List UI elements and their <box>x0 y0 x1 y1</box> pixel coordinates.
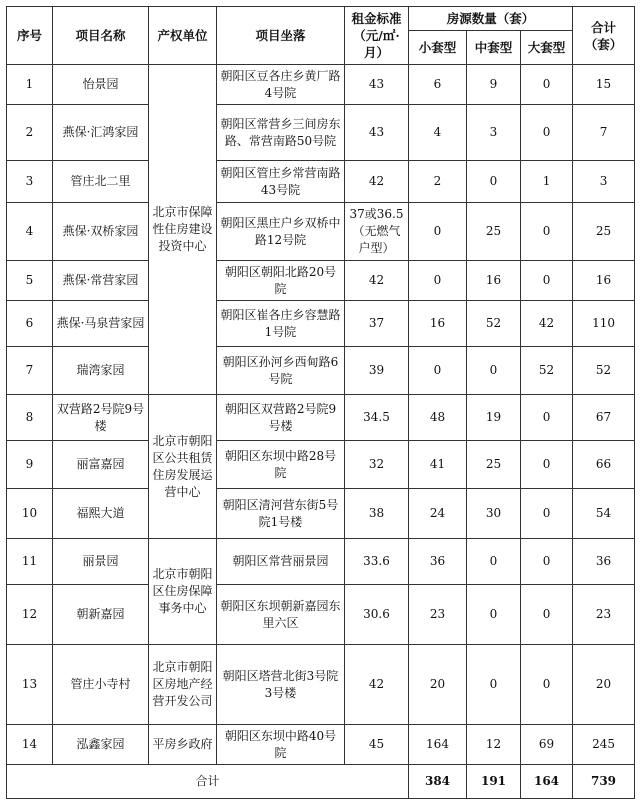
housing-table <box>6 6 635 799</box>
cell-seq: 6 <box>7 301 53 347</box>
cell-name: 丽景园 <box>53 539 149 585</box>
header-count-group: 房源数量（套） <box>409 7 573 31</box>
cell-total: 16 <box>573 261 635 301</box>
cell-small: 36 <box>409 539 467 585</box>
cell-large: 0 <box>521 395 573 441</box>
cell-large: 0 <box>521 261 573 301</box>
cell-seq: 3 <box>7 161 53 203</box>
cell-medium: 0 <box>467 585 521 645</box>
cell-total: 20 <box>573 645 635 725</box>
totals-total: 739 <box>573 765 635 799</box>
cell-total: 3 <box>573 161 635 203</box>
cell-rent: 34.5 <box>345 395 409 441</box>
cell-total: 52 <box>573 347 635 395</box>
cell-name: 燕保·双桥家园 <box>53 203 149 261</box>
cell-location: 朝阳区东坝中路40号院 <box>217 725 345 765</box>
table-row <box>7 539 635 585</box>
cell-small: 4 <box>409 105 467 161</box>
cell-rent: 37或36.5（无燃气户型） <box>345 203 409 261</box>
cell-small: 0 <box>409 347 467 395</box>
cell-owner: 北京市保障性住房建设投资中心 <box>149 65 217 395</box>
header-total: 合计（套） <box>573 7 635 65</box>
cell-large: 0 <box>521 489 573 539</box>
cell-name: 瑞湾家园 <box>53 347 149 395</box>
cell-medium: 0 <box>467 645 521 725</box>
table-row <box>7 347 635 395</box>
cell-rent: 38 <box>345 489 409 539</box>
cell-location: 朝阳区孙河乡西甸路6号院 <box>217 347 345 395</box>
cell-rent: 32 <box>345 441 409 489</box>
cell-location: 朝阳区塔营北街3号院3号楼 <box>217 645 345 725</box>
totals-large: 164 <box>521 765 573 799</box>
cell-rent: 43 <box>345 65 409 105</box>
cell-rent: 45 <box>345 725 409 765</box>
cell-rent: 33.6 <box>345 539 409 585</box>
cell-total: 54 <box>573 489 635 539</box>
cell-seq: 8 <box>7 395 53 441</box>
cell-small: 6 <box>409 65 467 105</box>
cell-location: 朝阳区东坝中路28号院 <box>217 441 345 489</box>
cell-name: 丽富嘉园 <box>53 441 149 489</box>
cell-medium: 0 <box>467 161 521 203</box>
cell-small: 164 <box>409 725 467 765</box>
cell-medium: 25 <box>467 203 521 261</box>
cell-small: 24 <box>409 489 467 539</box>
header-name: 项目名称 <box>53 7 149 65</box>
table-row <box>7 261 635 301</box>
cell-medium: 19 <box>467 395 521 441</box>
cell-location: 朝阳区清河营东街5号院1号楼 <box>217 489 345 539</box>
cell-seq: 12 <box>7 585 53 645</box>
cell-owner: 北京市朝阳区房地产经营开发公司 <box>149 645 217 725</box>
cell-large: 0 <box>521 105 573 161</box>
cell-seq: 13 <box>7 645 53 725</box>
cell-large: 0 <box>521 203 573 261</box>
totals-medium: 191 <box>467 765 521 799</box>
header-seq: 序号 <box>7 7 53 65</box>
cell-location: 朝阳区黑庄户乡双桥中路12号院 <box>217 203 345 261</box>
cell-owner: 北京市朝阳区公共租赁住房发展运营中心 <box>149 395 217 539</box>
cell-medium: 0 <box>467 539 521 585</box>
cell-medium: 30 <box>467 489 521 539</box>
cell-small: 48 <box>409 395 467 441</box>
cell-medium: 52 <box>467 301 521 347</box>
cell-location: 朝阳区崔各庄乡容慧路1号院 <box>217 301 345 347</box>
cell-total: 15 <box>573 65 635 105</box>
cell-rent: 42 <box>345 161 409 203</box>
cell-large: 52 <box>521 347 573 395</box>
table-row <box>7 301 635 347</box>
cell-total: 66 <box>573 441 635 489</box>
cell-name: 燕保·汇鸿家园 <box>53 105 149 161</box>
cell-total: 36 <box>573 539 635 585</box>
table-row <box>7 585 635 645</box>
cell-total: 23 <box>573 585 635 645</box>
cell-large: 42 <box>521 301 573 347</box>
header-location: 项目坐落 <box>217 7 345 65</box>
cell-total: 67 <box>573 395 635 441</box>
cell-medium: 0 <box>467 347 521 395</box>
cell-seq: 5 <box>7 261 53 301</box>
cell-total: 7 <box>573 105 635 161</box>
cell-seq: 2 <box>7 105 53 161</box>
cell-name: 双营路2号院9号楼 <box>53 395 149 441</box>
table-row <box>7 441 635 489</box>
cell-seq: 10 <box>7 489 53 539</box>
cell-large: 0 <box>521 441 573 489</box>
cell-location: 朝阳区常营丽景园 <box>217 539 345 585</box>
cell-small: 0 <box>409 203 467 261</box>
table-row <box>7 203 635 261</box>
cell-medium: 3 <box>467 105 521 161</box>
table-row <box>7 65 635 105</box>
cell-location: 朝阳区双营路2号院9号楼 <box>217 395 345 441</box>
header-large: 大套型 <box>521 31 573 65</box>
cell-large: 69 <box>521 725 573 765</box>
cell-name: 燕保·常营家园 <box>53 261 149 301</box>
cell-name: 燕保·马泉营家园 <box>53 301 149 347</box>
cell-large: 0 <box>521 539 573 585</box>
cell-seq: 9 <box>7 441 53 489</box>
cell-medium: 25 <box>467 441 521 489</box>
table-row <box>7 645 635 725</box>
cell-small: 16 <box>409 301 467 347</box>
cell-rent: 42 <box>345 261 409 301</box>
cell-location: 朝阳区朝阳北路20号院 <box>217 261 345 301</box>
cell-location: 朝阳区常营乡三间房东路、常营南路50号院 <box>217 105 345 161</box>
cell-rent: 37 <box>345 301 409 347</box>
cell-large: 0 <box>521 645 573 725</box>
cell-name: 管庄小寺村 <box>53 645 149 725</box>
cell-small: 41 <box>409 441 467 489</box>
cell-small: 20 <box>409 645 467 725</box>
cell-name: 泓鑫家园 <box>53 725 149 765</box>
table-row <box>7 489 635 539</box>
table-row <box>7 725 635 765</box>
header-owner: 产权单位 <box>149 7 217 65</box>
totals-row <box>7 765 635 799</box>
cell-location: 朝阳区东坝朝新嘉园东里六区 <box>217 585 345 645</box>
cell-small: 2 <box>409 161 467 203</box>
cell-small: 23 <box>409 585 467 645</box>
cell-name: 福熙大道 <box>53 489 149 539</box>
cell-total: 245 <box>573 725 635 765</box>
cell-owner: 平房乡政府 <box>149 725 217 765</box>
cell-small: 0 <box>409 261 467 301</box>
cell-name: 管庄北二里 <box>53 161 149 203</box>
table-row <box>7 161 635 203</box>
cell-total: 25 <box>573 203 635 261</box>
table-row <box>7 105 635 161</box>
cell-medium: 16 <box>467 261 521 301</box>
cell-seq: 4 <box>7 203 53 261</box>
cell-name: 怡景园 <box>53 65 149 105</box>
cell-large: 0 <box>521 585 573 645</box>
cell-seq: 14 <box>7 725 53 765</box>
cell-location: 朝阳区管庄乡常营南路43号院 <box>217 161 345 203</box>
cell-owner: 北京市朝阳区住房保障事务中心 <box>149 539 217 645</box>
cell-location: 朝阳区豆各庄乡黄厂路4号院 <box>217 65 345 105</box>
header-small: 小套型 <box>409 31 467 65</box>
cell-rent: 43 <box>345 105 409 161</box>
cell-medium: 9 <box>467 65 521 105</box>
header-rent: 租金标准（元/㎡·月） <box>345 7 409 65</box>
table-row <box>7 395 635 441</box>
cell-large: 1 <box>521 161 573 203</box>
cell-total: 110 <box>573 301 635 347</box>
totals-label: 合计 <box>7 765 409 799</box>
header-medium: 中套型 <box>467 31 521 65</box>
cell-seq: 1 <box>7 65 53 105</box>
cell-name: 朝新嘉园 <box>53 585 149 645</box>
cell-rent: 39 <box>345 347 409 395</box>
cell-rent: 30.6 <box>345 585 409 645</box>
cell-seq: 11 <box>7 539 53 585</box>
cell-large: 0 <box>521 65 573 105</box>
cell-seq: 7 <box>7 347 53 395</box>
totals-small: 384 <box>409 765 467 799</box>
cell-rent: 42 <box>345 645 409 725</box>
cell-medium: 12 <box>467 725 521 765</box>
